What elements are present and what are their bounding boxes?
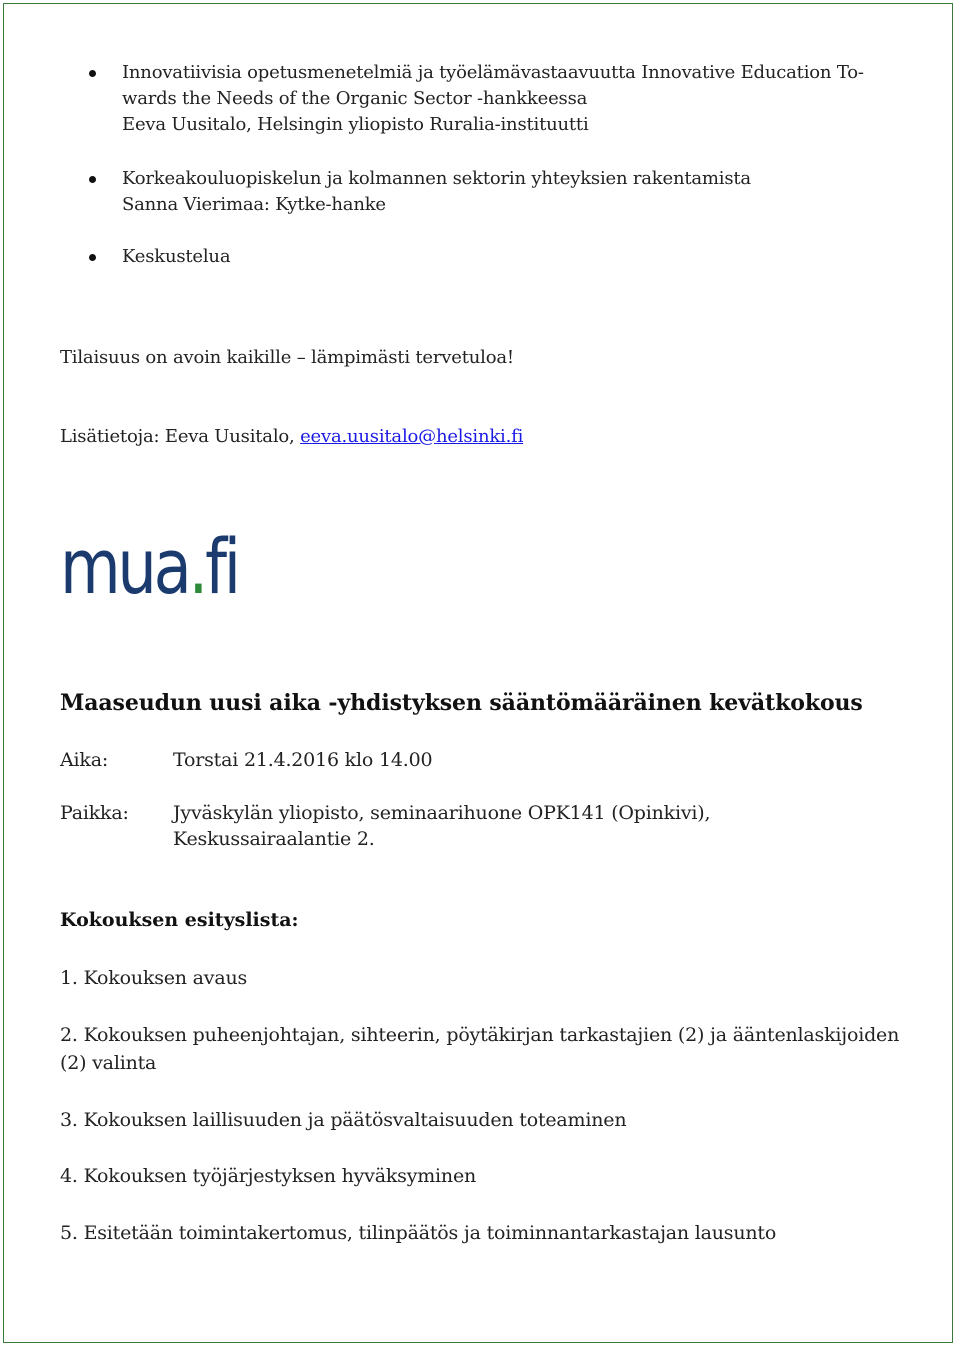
program-item-1-line-2: wards the Needs of the Organic Sector -hankkeessa bbox=[122, 88, 588, 109]
program-item-3-line-1: Keskustelua bbox=[122, 246, 231, 267]
place-line-2: Keskussairaalantie 2. bbox=[173, 828, 375, 850]
agenda-item-5: 5. Esitetään toimintakertomus, tilinpäätös ja toiminnantarkastajan lausunto bbox=[60, 1222, 777, 1244]
agenda-title: Kokouksen esityslista: bbox=[60, 909, 299, 931]
program-item-2-line-1: Korkeakouluopiskelun ja kolmannen sektorin yhteyksien rakentamista bbox=[122, 168, 751, 189]
bullet-icon bbox=[89, 254, 96, 261]
bullet-icon bbox=[89, 70, 96, 77]
mua-fi-logo bbox=[60, 522, 238, 611]
logo-dot: . bbox=[188, 522, 206, 611]
time-value: Torstai 21.4.2016 klo 14.00 bbox=[173, 749, 433, 771]
agenda-item-2-line-2: (2) valinta bbox=[60, 1052, 157, 1074]
program-item-1-line-1: Innovatiivisia opetusmenetelmiä ja työelämävastaavuutta Innovative Education To- bbox=[122, 62, 864, 83]
meeting-title: Maaseudun uusi aika -yhdistyksen sääntömääräinen kevätkokous bbox=[60, 690, 863, 716]
info-line bbox=[60, 424, 523, 450]
logo-main: mua bbox=[60, 522, 189, 611]
agenda-item-2-line-1: 2. Kokouksen puheenjohtajan, sihteerin, pöytäkirjan tarkastajien (2) ja ääntenlaskijoiden bbox=[60, 1024, 900, 1046]
logo-suffix: fi bbox=[205, 522, 238, 611]
program-item-2-line-2: Sanna Vierimaa: Kytke-hanke bbox=[122, 194, 386, 215]
place-line-1: Jyväskylän yliopisto, seminaarihuone OPK141 (Opinkivi), bbox=[173, 802, 711, 824]
time-label: Aika: bbox=[60, 749, 109, 771]
agenda-item-1: 1. Kokouksen avaus bbox=[60, 967, 248, 989]
email-link[interactable]: eeva.uusitalo@helsinki.fi bbox=[300, 426, 524, 447]
program-item-1-line-3: Eeva Uusitalo, Helsingin yliopisto Ruralia-instituutti bbox=[122, 114, 589, 135]
agenda-item-4: 4. Kokouksen työjärjestyksen hyväksyminen bbox=[60, 1165, 477, 1187]
welcome-text: Tilaisuus on avoin kaikille – lämpimästi tervetuloa! bbox=[60, 347, 514, 368]
agenda-item-3: 3. Kokouksen laillisuuden ja päätösvaltaisuuden toteaminen bbox=[60, 1109, 627, 1131]
place-label: Paikka: bbox=[60, 802, 129, 824]
info-label: Lisätietoja: Eeva Uusitalo, bbox=[60, 426, 301, 447]
bullet-icon bbox=[89, 176, 96, 183]
